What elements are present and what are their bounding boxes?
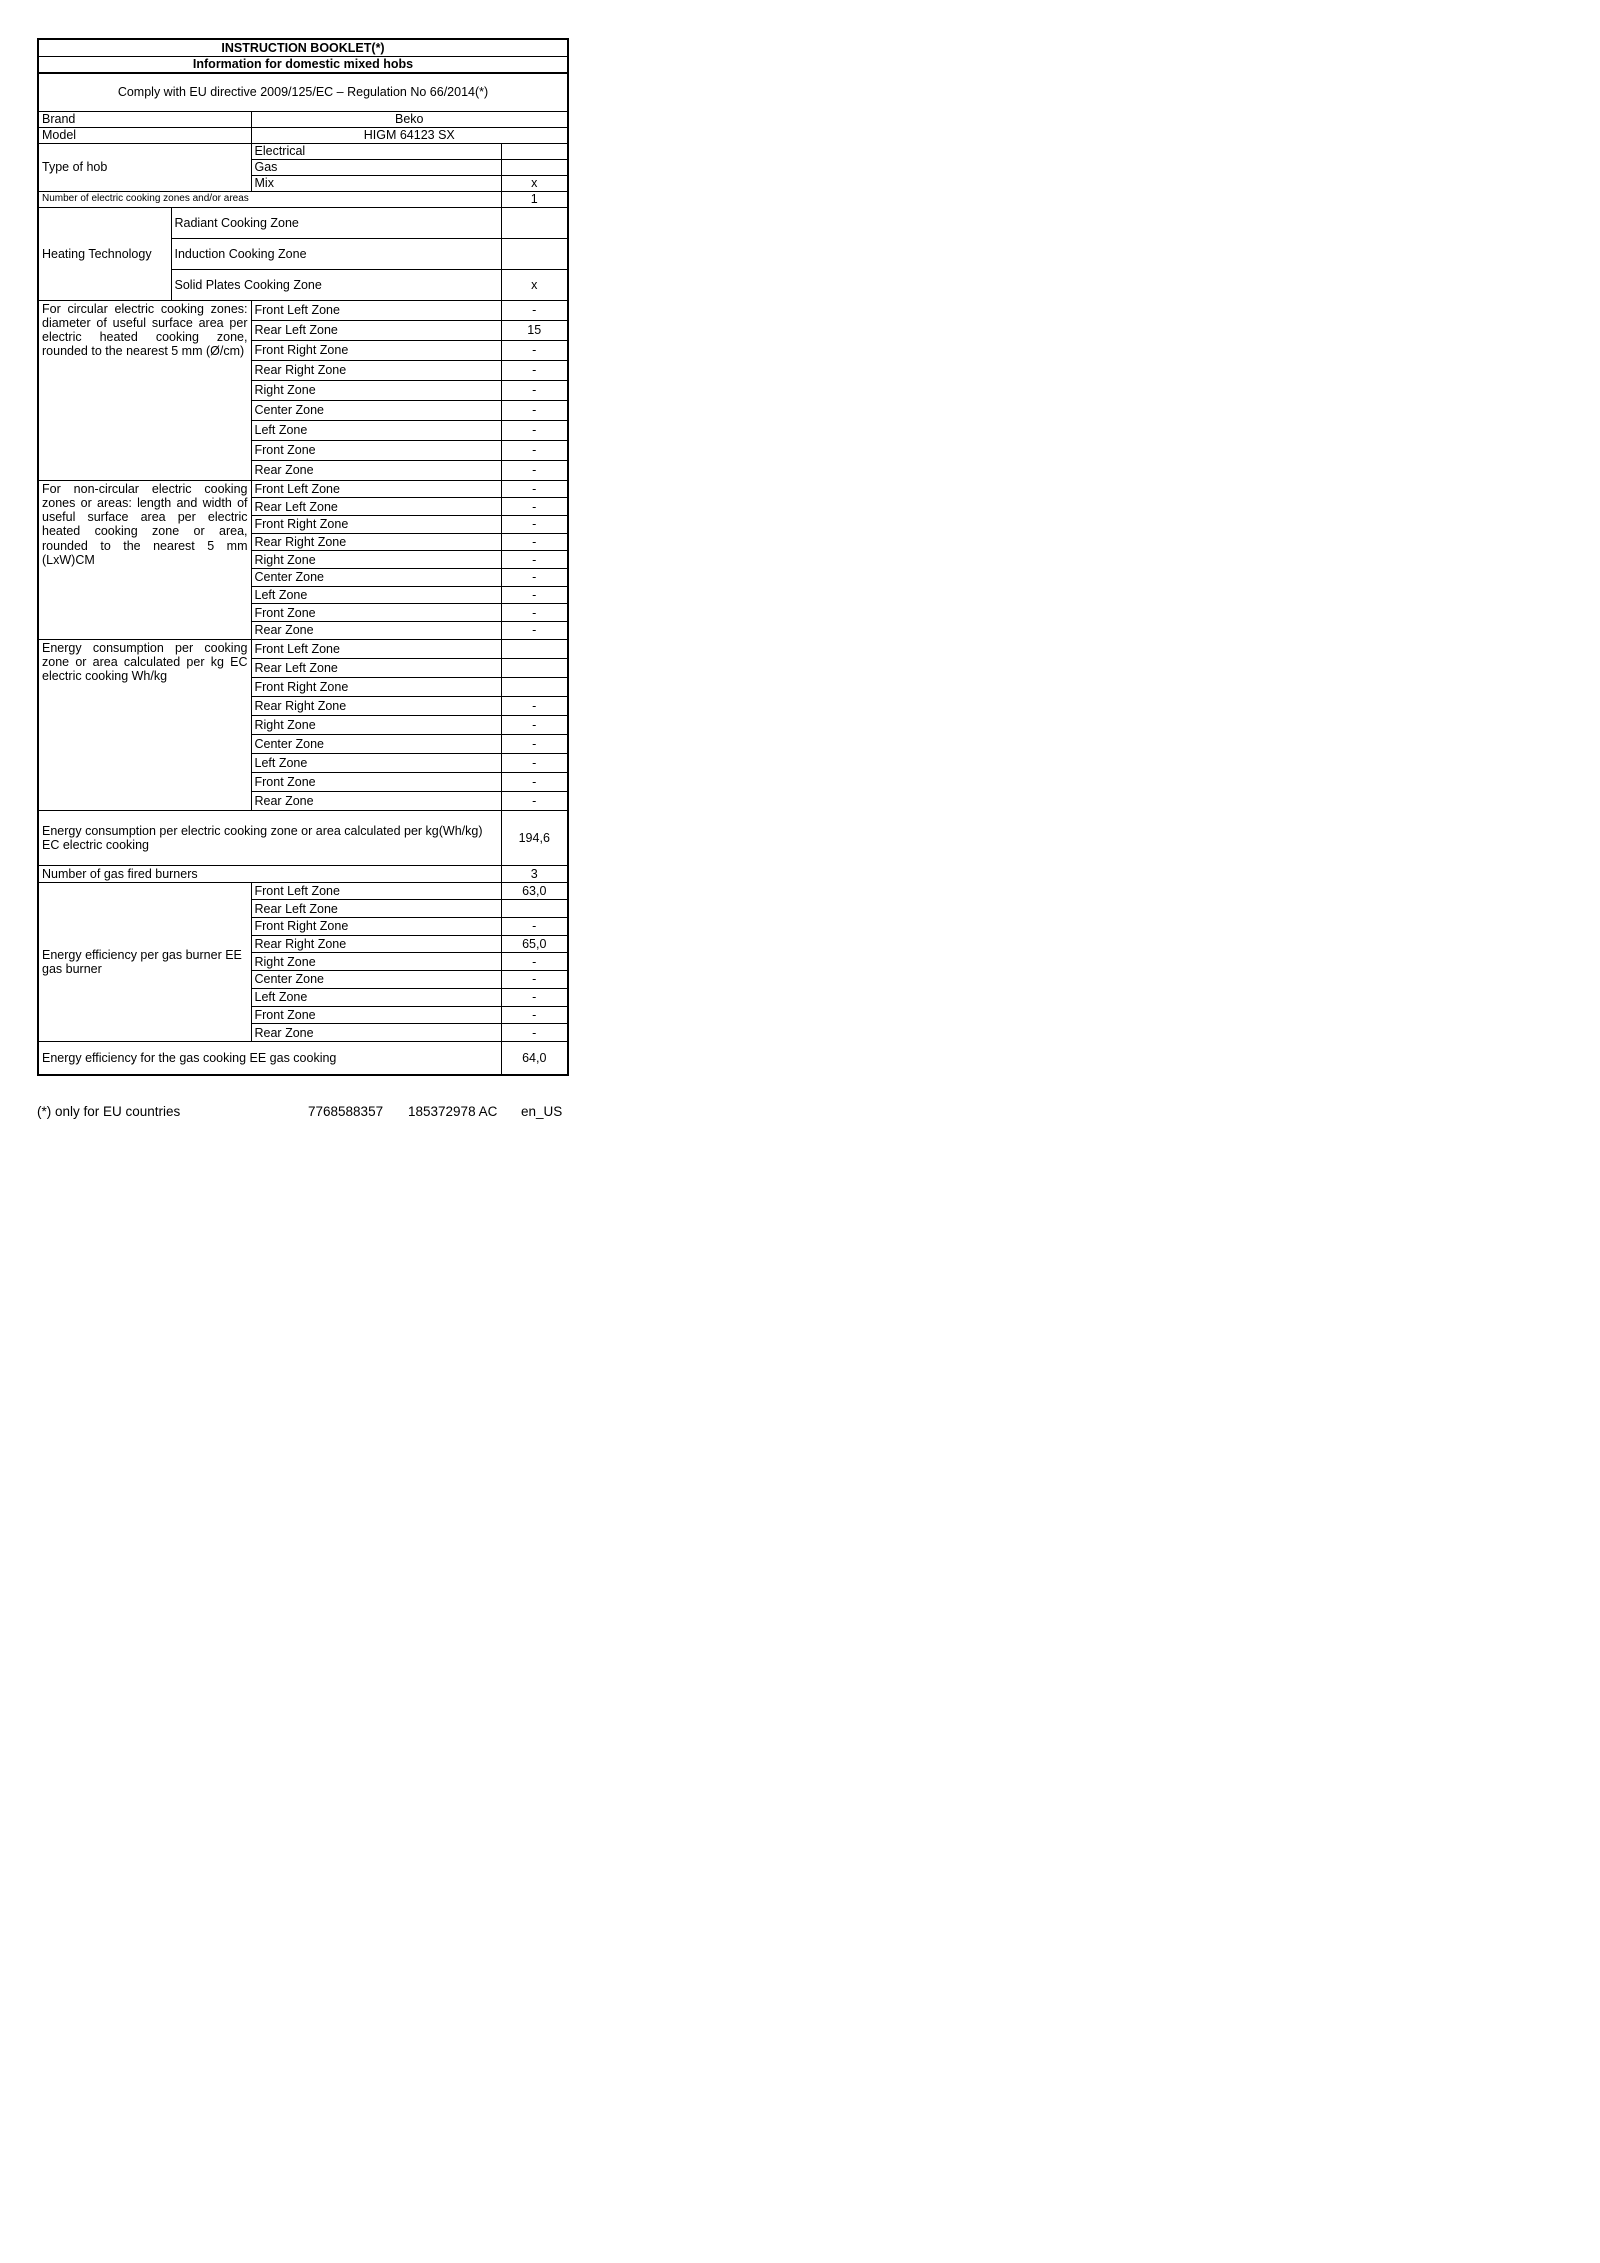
zone-value: - <box>501 988 568 1006</box>
footer-code: 185372978 AC <box>408 1104 498 1119</box>
zone-name: Rear Right Zone <box>251 360 501 380</box>
zone-name: Front Zone <box>251 772 501 791</box>
hob-type-value <box>501 143 568 159</box>
zone-name: Rear Left Zone <box>251 498 501 516</box>
zone-value: 63,0 <box>501 882 568 900</box>
zone-name: Front Zone <box>251 604 501 622</box>
subtitle-row <box>38 56 568 73</box>
section-label: Energy efficiency per gas burner EE gas burner <box>38 882 251 1041</box>
zone-name: Front Left Zone <box>251 639 501 658</box>
footer-note: (*) only for EU countries <box>37 1104 181 1119</box>
zone-section <box>38 639 568 810</box>
hob-type-value <box>501 159 568 175</box>
footer-code: 7768588357 <box>308 1104 384 1119</box>
zone-value: - <box>501 568 568 586</box>
zone-value: - <box>501 300 568 320</box>
heating-tech-option: Radiant Cooking Zone <box>171 207 501 238</box>
zone-section <box>38 480 568 639</box>
zone-name: Front Right Zone <box>251 340 501 360</box>
directive-row <box>38 73 568 111</box>
zone-value: - <box>501 918 568 936</box>
zone-row <box>38 882 568 900</box>
zone-name: Center Zone <box>251 568 501 586</box>
zone-value: - <box>501 604 568 622</box>
gas-burners-count-label: Number of gas fired burners <box>38 865 501 882</box>
zone-row <box>38 480 568 498</box>
section-label: For non-circular electric cooking zones or areas: length and width of useful surface area per electric heated cooking zone or area, rounded to the nearest 5 mm (LxW)CM <box>38 480 251 639</box>
zone-value: - <box>501 586 568 604</box>
zone-name: Rear Right Zone <box>251 533 501 551</box>
zone-value: - <box>501 696 568 715</box>
brand-value: Beko <box>251 111 568 127</box>
brand-label: Brand <box>38 111 251 127</box>
specification-table <box>37 38 569 1076</box>
hob-type-value: x <box>501 175 568 191</box>
zone-name: Rear Right Zone <box>251 696 501 715</box>
title-row <box>38 39 568 56</box>
hob-type-label: Type of hob <box>38 143 251 191</box>
zone-name: Front Zone <box>251 1006 501 1024</box>
zone-name: Right Zone <box>251 953 501 971</box>
zone-value <box>501 900 568 918</box>
zone-value: 15 <box>501 320 568 340</box>
zone-name: Rear Left Zone <box>251 900 501 918</box>
zone-value: - <box>501 380 568 400</box>
energy-info-sheet <box>37 38 567 1076</box>
zone-name: Rear Right Zone <box>251 935 501 953</box>
heating-tech-value: x <box>501 269 568 300</box>
model-label: Model <box>38 127 251 143</box>
directive-text: Comply with EU directive 2009/125/EC – Regulation No 66/2014(*) <box>38 73 568 111</box>
electric-zones-count-row <box>38 191 568 207</box>
heating-tech-value <box>501 207 568 238</box>
zone-value: - <box>501 772 568 791</box>
zone-value: - <box>501 400 568 420</box>
zone-section <box>38 882 568 1041</box>
zone-name: Left Zone <box>251 420 501 440</box>
gas-total-label: Energy efficiency for the gas cooking EE gas cooking <box>38 1041 501 1075</box>
zone-value: - <box>501 971 568 989</box>
hob-type-option: Gas <box>251 159 501 175</box>
electric-zones-count-label: Number of electric cooking zones and/or areas <box>38 191 501 207</box>
zone-value: - <box>501 1006 568 1024</box>
brand-row <box>38 111 568 127</box>
booklet-title: INSTRUCTION BOOKLET(*) <box>38 39 568 56</box>
gas-total-row <box>38 1041 568 1075</box>
energy-total-value: 194,6 <box>501 810 568 865</box>
zone-name: Front Left Zone <box>251 300 501 320</box>
zone-name: Front Left Zone <box>251 882 501 900</box>
zone-value: - <box>501 498 568 516</box>
zone-name: Front Zone <box>251 440 501 460</box>
footer-locale: en_US <box>521 1104 563 1119</box>
hob-type-option: Electrical <box>251 143 501 159</box>
zone-value <box>501 639 568 658</box>
zone-value: - <box>501 622 568 640</box>
zone-name: Center Zone <box>251 734 501 753</box>
zone-value: - <box>501 715 568 734</box>
heating-tech-label: Heating Technology <box>38 207 171 300</box>
zone-value: - <box>501 340 568 360</box>
heating-tech-value <box>501 238 568 269</box>
zone-name: Rear Zone <box>251 460 501 480</box>
zone-value: - <box>501 753 568 772</box>
zone-value: 65,0 <box>501 935 568 953</box>
zone-value <box>501 677 568 696</box>
gas-burners-count-value: 3 <box>501 865 568 882</box>
zone-name: Rear Left Zone <box>251 320 501 340</box>
zone-name: Right Zone <box>251 715 501 734</box>
zone-value: - <box>501 551 568 569</box>
zone-name: Left Zone <box>251 753 501 772</box>
zone-section <box>38 300 568 480</box>
energy-total-row <box>38 810 568 865</box>
zone-name: Center Zone <box>251 400 501 420</box>
zone-value: - <box>501 953 568 971</box>
zone-name: Right Zone <box>251 551 501 569</box>
heating-tech-option: Induction Cooking Zone <box>171 238 501 269</box>
zone-value <box>501 658 568 677</box>
zone-value: - <box>501 480 568 498</box>
zone-value: - <box>501 515 568 533</box>
heating-tech-row <box>38 207 568 238</box>
model-value: HIGM 64123 SX <box>251 127 568 143</box>
gas-burners-count-row <box>38 865 568 882</box>
electric-zones-count-value: 1 <box>501 191 568 207</box>
zone-name: Center Zone <box>251 971 501 989</box>
zone-name: Right Zone <box>251 380 501 400</box>
zone-name: Rear Zone <box>251 622 501 640</box>
zone-name: Front Right Zone <box>251 918 501 936</box>
zone-name: Rear Zone <box>251 1024 501 1042</box>
energy-total-label: Energy consumption per electric cooking zone or area calculated per kg(Wh/kg) EC electric cooking <box>38 810 501 865</box>
booklet-subtitle: Information for domestic mixed hobs <box>38 56 568 73</box>
gas-total-value: 64,0 <box>501 1041 568 1075</box>
zone-value: - <box>501 360 568 380</box>
zone-name: Front Left Zone <box>251 480 501 498</box>
heating-tech-option: Solid Plates Cooking Zone <box>171 269 501 300</box>
zone-row <box>38 300 568 320</box>
zone-value: - <box>501 533 568 551</box>
zone-name: Left Zone <box>251 586 501 604</box>
section-label: Energy consumption per cooking zone or area calculated per kg EC electric cooking Wh/kg <box>38 639 251 810</box>
model-row <box>38 127 568 143</box>
hob-type-option: Mix <box>251 175 501 191</box>
zone-value: - <box>501 734 568 753</box>
zone-value: - <box>501 791 568 810</box>
zone-name: Front Right Zone <box>251 677 501 696</box>
zone-value: - <box>501 460 568 480</box>
zone-value: - <box>501 440 568 460</box>
zone-value: - <box>501 420 568 440</box>
zone-row <box>38 639 568 658</box>
zone-name: Rear Left Zone <box>251 658 501 677</box>
zone-name: Left Zone <box>251 988 501 1006</box>
section-label: For circular electric cooking zones: diameter of useful surface area per electric heated cooking zone, rounded to the nearest 5 mm (Ø/cm) <box>38 300 251 480</box>
zone-name: Rear Zone <box>251 791 501 810</box>
hob-type-row <box>38 143 568 159</box>
zone-name: Front Right Zone <box>251 515 501 533</box>
zone-value: - <box>501 1024 568 1042</box>
